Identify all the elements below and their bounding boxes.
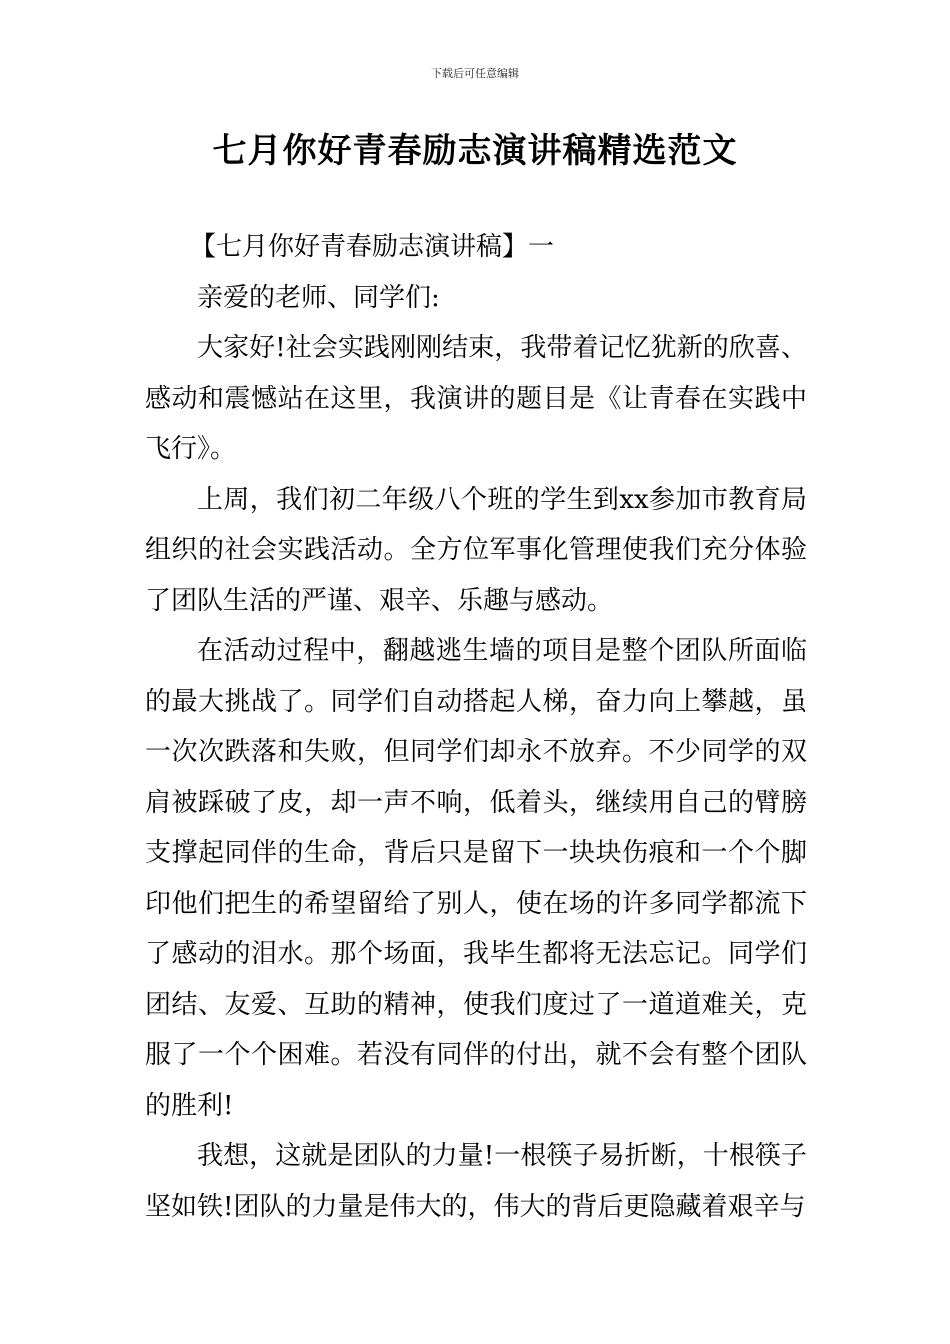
header-note: 下载后可任意编辑 (431, 67, 519, 80)
body-paragraph: 我想，这就是团队的力量!一根筷子易折断，十根筷子坚如铁!团队的力量是伟大的，伟大的背后更隐藏着艰辛与 (145, 1141, 807, 1222)
body-paragraph: 上周，我们初二年级八个班的学生到xx参加市教育局组织的社会实践活动。全方位军事化管理使我们充分体验了团队生活的严谨、艰辛、乐趣与感动。 (145, 484, 807, 616)
salutation-paragraph: 亲爱的老师、同学们: (197, 282, 440, 313)
section-heading: 【七月你好青春励志演讲稿】一 (190, 232, 555, 262)
body-paragraph: 大家好!社会实践刚刚结束，我带着记忆犹新的欣喜、感动和震憾站在这里，我演讲的题目是《让青春在实践中飞行》。 (145, 333, 807, 464)
document-body (145, 222, 807, 1232)
document-title: 七月你好青春励志演讲稿精选范文 (212, 131, 738, 171)
body-paragraph: 在活动过程中，翻越逃生墙的项目是整个团队所面临的最大挑战了。同学们自动搭起人梯，奋力向上攀越，虽一次次跌落和失败，但同学们却永不放弃。不少同学的双肩被踩破了皮，却一声不响，低着头，继续用自己的臂膀支撑起同伴的生命，背后只是留下一块块伤痕和一个个脚印他们把生的希望留给了别人，使在场的许多同学都流下了感动的泪水。那个场面，我毕生都将无法忘记。同学们团结、友爱、互助的精神，使我们度过了一道道难关，克服了一个个困难。若没有同伴的付出，就不会有整个团队的胜利! (145, 636, 807, 1121)
